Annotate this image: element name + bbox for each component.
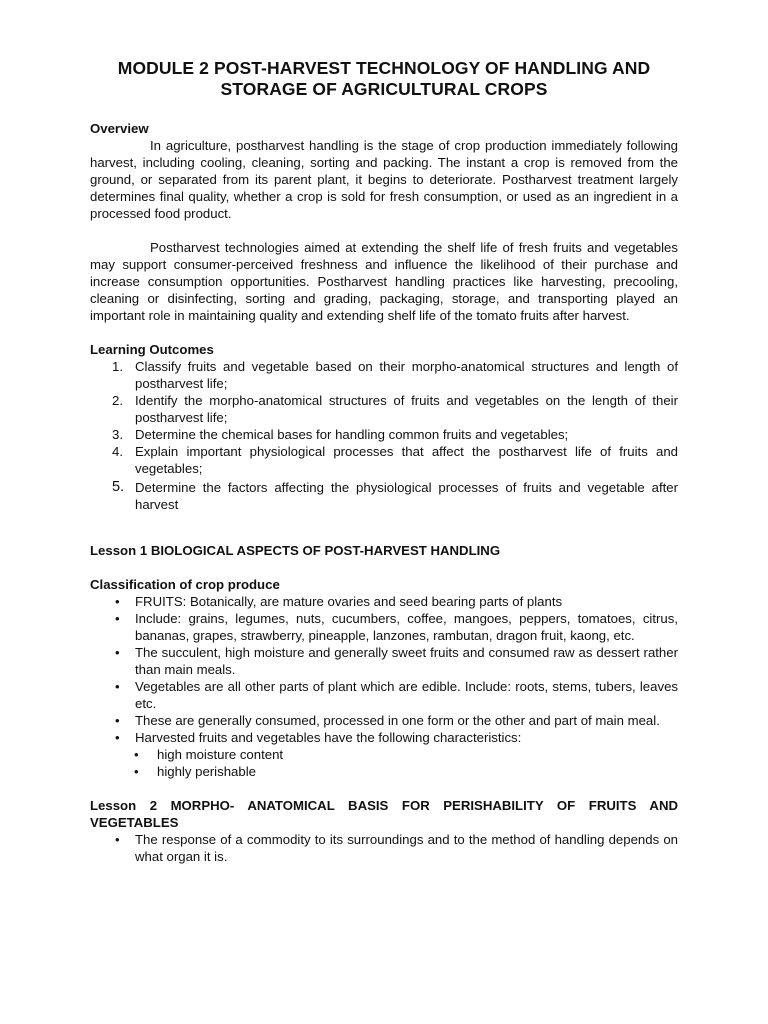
lesson2-bullet-list	[90, 831, 678, 865]
list-item-text: Identify the morpho-anatomical structures of fruits and vegetables on the length of their postharvest life;	[135, 393, 678, 425]
list-item	[90, 593, 678, 610]
list-item-text: Determine the factors affecting the physiological processes of fruits and vegetable after harvest	[135, 480, 678, 512]
list-item	[90, 644, 678, 678]
list-item	[90, 712, 678, 729]
bullet-icon: •	[134, 764, 139, 779]
bullet-icon: •	[115, 730, 120, 745]
bullet-icon: •	[115, 645, 120, 660]
list-item-text: The response of a commodity to its surroundings and to the method of handling depends on what organ it is.	[135, 832, 678, 864]
overview-paragraph-1: In agriculture, postharvest handling is the stage of crop production immediately following harvest, including cooling, cleaning, sorting and packing. The instant a crop is removed from the ground, or separated from its parent plant, it begins to deteriorate. Postharvest treatment largely determines final quality, whether a crop is sold for fresh consumption, or used as an ingredient in a processed food product.	[90, 138, 678, 221]
list-item	[90, 479, 678, 513]
sub-list-item-text: highly perishable	[157, 764, 256, 779]
list-item	[90, 392, 678, 426]
learning-outcomes-heading: Learning Outcomes	[90, 342, 214, 357]
bullet-icon: •	[115, 832, 120, 847]
list-item-text: Classify fruits and vegetable based on their morpho-anatomical structures and length of postharvest life;	[135, 359, 678, 391]
list-item	[90, 358, 678, 392]
bullet-icon: •	[115, 611, 120, 626]
list-item-text: Harvested fruits and vegetables have the following characteristics:	[135, 730, 522, 745]
overview-paragraph-2: Postharvest technologies aimed at extending the shelf life of fresh fruits and vegetables may support consumer-perceived freshness and influence the likelihood of their purchase and increase consumption opportunities. Postharvest handling practices like harvesting, precooling, cleaning or disinfecting, sorting and grading, packaging, storage, and transporting played an important role in maintaining quality and extending shelf life of the tomato fruits after harvest.	[90, 240, 678, 323]
list-item-text: Include: grains, legumes, nuts, cucumbers, coffee, mangoes, peppers, tomatoes, citrus, bananas, grapes, strawberry, pineapple, lanzones, rambutan, dragon fruit, kaong, etc.	[135, 611, 678, 643]
overview-heading: Overview	[90, 121, 149, 136]
sub-list-item-text: high moisture content	[157, 747, 284, 762]
bullet-icon: •	[134, 747, 139, 762]
list-number: 4.	[112, 444, 123, 459]
list-item	[90, 426, 678, 443]
bullet-icon: •	[115, 679, 120, 694]
list-number: 5.	[112, 479, 125, 495]
characteristics-sublist	[90, 746, 678, 780]
lesson1-bullet-list	[90, 593, 678, 780]
list-item	[90, 678, 678, 712]
list-number: 1.	[112, 359, 123, 374]
list-item-text: Explain important physiological processes that affect the postharvest life of fruits and vegetables;	[135, 444, 678, 476]
list-item	[90, 729, 678, 780]
learning-outcomes-list	[90, 358, 678, 513]
bullet-icon: •	[115, 713, 120, 728]
lesson1-heading: Lesson 1 BIOLOGICAL ASPECTS OF POST-HARVEST HANDLING	[90, 543, 501, 558]
bullet-icon: •	[115, 594, 120, 609]
list-number: 3.	[112, 427, 123, 442]
lesson2-heading: Lesson 2 MORPHO- ANATOMICAL BASIS FOR PERISHABILITY OF FRUITS AND VEGETABLES	[90, 798, 678, 830]
list-item-text: Determine the chemical bases for handling common fruits and vegetables;	[135, 427, 569, 442]
list-item-text: These are generally consumed, processed in one form or the other and part of main meal.	[135, 713, 660, 728]
list-item-text: Vegetables are all other parts of plant which are edible. Include: roots, stems, tubers, leaves etc.	[135, 679, 678, 711]
list-item-text: FRUITS: Botanically, are mature ovaries and seed bearing parts of plants	[135, 594, 563, 609]
classification-heading: Classification of crop produce	[90, 577, 280, 592]
list-item	[90, 610, 678, 644]
list-item-text: The succulent, high moisture and generally sweet fruits and consumed raw as dessert rather than main meals.	[135, 645, 678, 677]
sub-list-item	[90, 746, 678, 763]
list-item	[90, 443, 678, 477]
page-title: MODULE 2 POST-HARVEST TECHNOLOGY OF HANDLING AND STORAGE OF AGRICULTURAL CROPS	[117, 58, 651, 99]
sub-list-item	[90, 763, 678, 780]
list-number: 2.	[112, 393, 123, 408]
list-item	[90, 831, 678, 865]
